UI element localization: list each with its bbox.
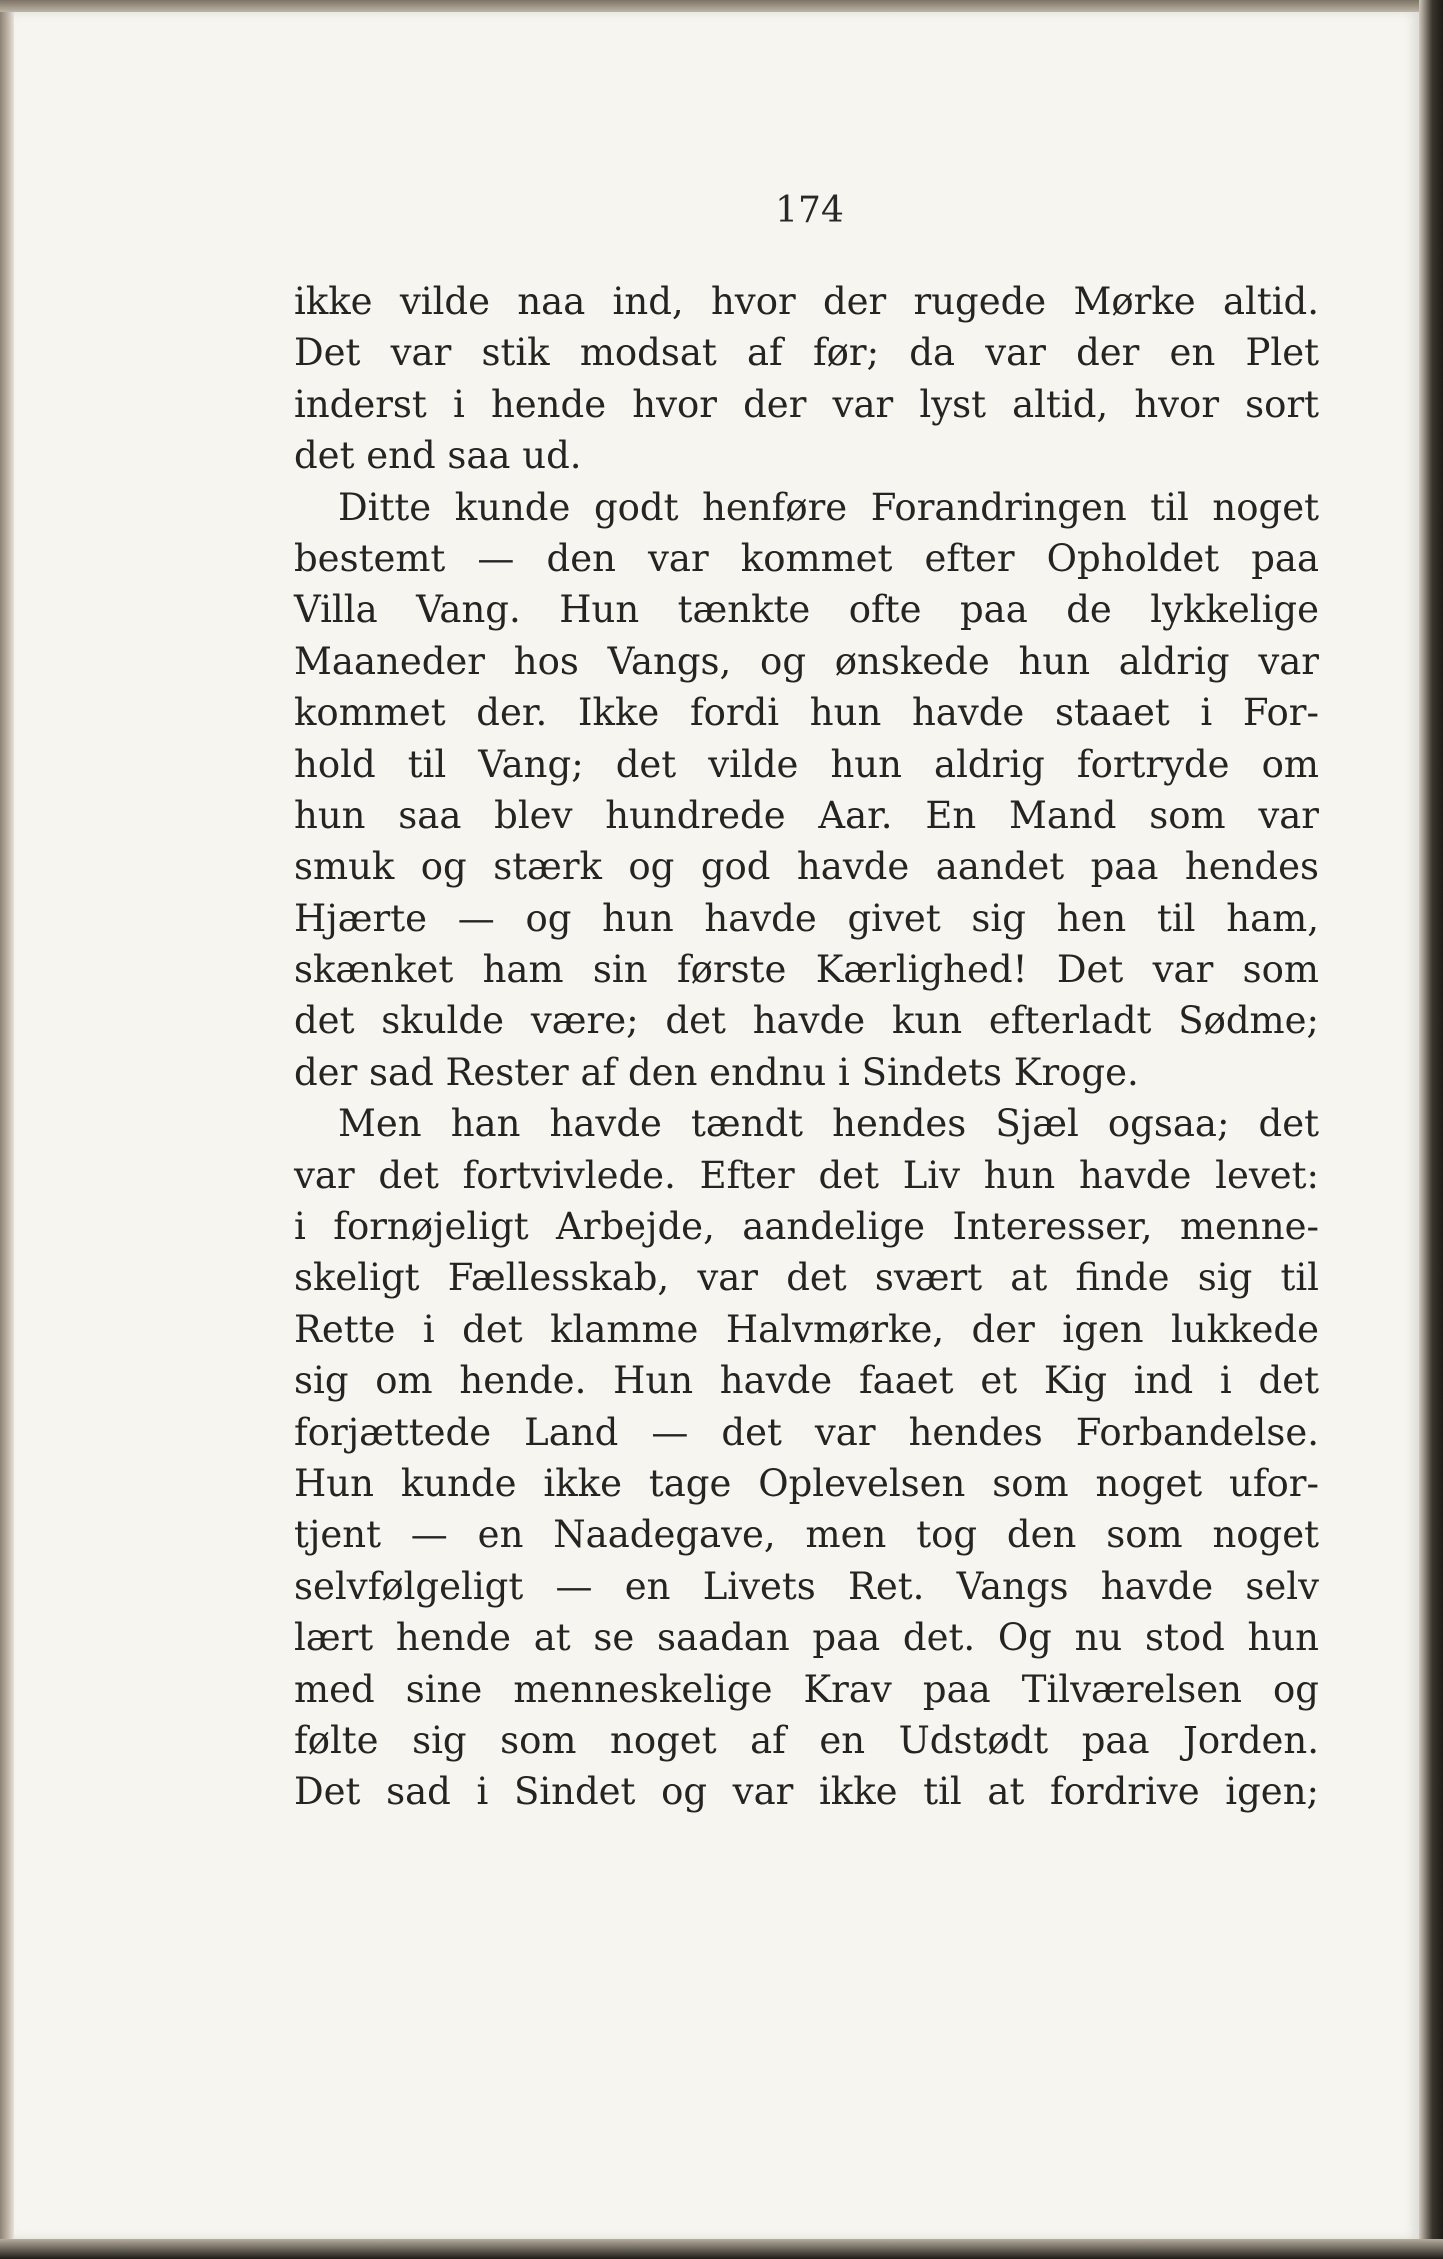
book-spine (0, 0, 14, 2259)
text-line: Men han havde tændt hendes Sjæl ogsaa; det (338, 1102, 1319, 1146)
text-line: Det sad i Sindet og var ikke til at fordrive igen; (294, 1770, 1319, 1814)
text-line: det skulde være; det havde kun efterladt Sødme; (294, 999, 1319, 1043)
bottom-edge (0, 2239, 1443, 2259)
top-edge (0, 0, 1443, 12)
text-line: Rette i det klamme Halvmørke, der igen lukkede (294, 1307, 1319, 1351)
page-number: 174 (775, 190, 844, 231)
text-line: hold til Vang; det vilde hun aldrig fortryde om (294, 742, 1319, 786)
text-line: sig om hende. Hun havde faaet et Kig ind i det (294, 1359, 1319, 1403)
text-line: var det fortvivlede. Efter det Liv hun havde levet: (294, 1153, 1319, 1197)
text-line: Maaneder hos Vangs, og ønskede hun aldrig var (294, 639, 1319, 683)
text-line: Ditte kunde godt henføre Forandringen til noget (338, 485, 1319, 529)
text-line: kommet der. Ikke fordi hun havde staaet i For- (294, 691, 1319, 735)
body-text (294, 276, 1319, 1818)
text-line: ikke vilde naa ind, hvor der rugede Mørke altid. (294, 280, 1319, 323)
text-line: hun saa blev hundrede Aar. En Mand som var (294, 793, 1319, 837)
text-line: lært hende at se saadan paa det. Og nu stod hun (294, 1616, 1319, 1660)
text-line: det end saa ud. (294, 434, 582, 478)
text-line: inderst i hende hvor der var lyst altid, hvor sort (294, 382, 1319, 426)
text-line: tjent — en Naadegave, men tog den som noget (294, 1513, 1319, 1557)
text-line: smuk og stærk og god havde aandet paa hendes (294, 845, 1319, 889)
text-line: i fornøjeligt Arbejde, aandelige Interesser, menne- (294, 1205, 1319, 1249)
text-line: skeligt Fællesskab, var det svært at finde sig til (294, 1256, 1319, 1300)
text-line: forjættede Land — det var hendes Forbandelse. (294, 1410, 1319, 1454)
text-line: med sine menneskelige Krav paa Tilværelsen og (294, 1667, 1319, 1711)
text-line: Hun kunde ikke tage Oplevelsen som noget ufor- (294, 1461, 1319, 1505)
text-line: bestemt — den var kommet efter Opholdet paa (294, 536, 1319, 580)
text-line: Hjærte — og hun havde givet sig hen til ham, (294, 896, 1319, 940)
text-line: Det var stik modsat af før; da var der en Plet (294, 331, 1319, 375)
text-line: Villa Vang. Hun tænkte ofte paa de lykkelige (294, 588, 1319, 632)
text-line: skænket ham sin første Kærlighed! Det var som (294, 948, 1319, 992)
text-line: følte sig som noget af en Udstødt paa Jorden. (294, 1718, 1319, 1762)
text-line: selvfølgeligt — en Livets Ret. Vangs havde selv (294, 1564, 1319, 1608)
text-line: der sad Rester af den endnu i Sindets Kroge. (294, 1050, 1139, 1094)
right-edge (1419, 0, 1443, 2259)
book-page (14, 12, 1419, 2239)
